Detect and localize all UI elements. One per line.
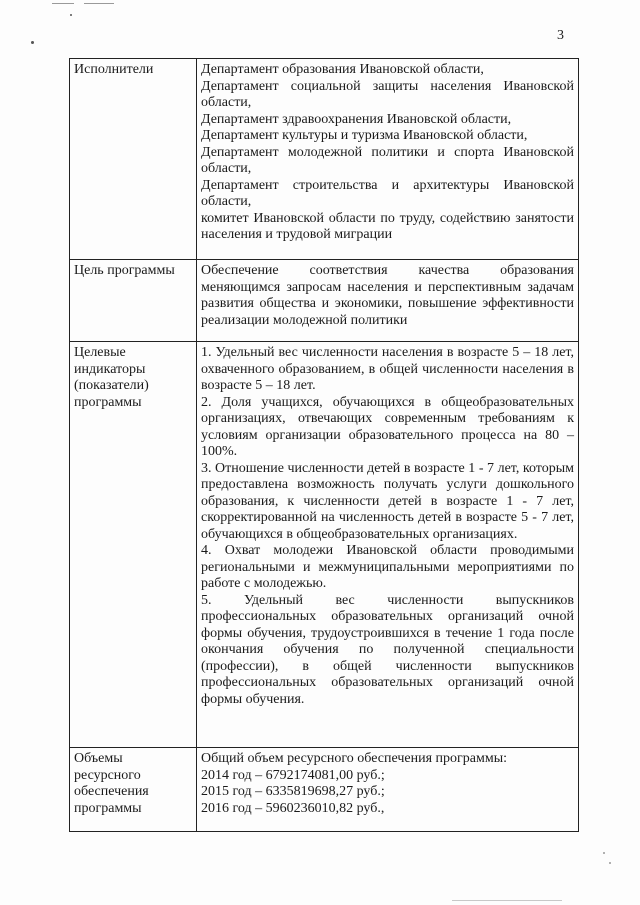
- indicator-item: 3. Отношение численности детей в возрасте 1 - 7 лет, которым предоставлена возможность получать услуги дошкольного образования, к численности детей в возрасте 1 - 7 лет, скорректированной на численность детей в возрасте 5 - 7 лет, обучающихся в общеобразовательных организациях.: [201, 460, 574, 542]
- table-row-executors: [70, 59, 579, 260]
- executor-item: Департамент социальной защиты населения Ивановской области,: [201, 78, 574, 110]
- scan-artifact-line: [52, 3, 74, 4]
- executors-list: [197, 59, 579, 260]
- resource-line: Общий объем ресурсного обеспечения программы:: [201, 751, 507, 766]
- table-row-resources: [70, 748, 579, 832]
- resource-line: 2014 год – 6792174081,00 руб.;: [201, 767, 385, 783]
- indicator-item: 5. Удельный вес численности выпускников профессиональных образовательных организаций очной формы обучения, трудоустроившихся в течение 1 года после окончания обучения по полученной специальности (профессии), в общей численности выпускников профессиональных образовательных организаций очной формы обучения.: [201, 592, 574, 707]
- page-number: 3: [557, 28, 564, 43]
- scan-artifact-line: [452, 900, 562, 901]
- row-label-indicators: Целевые индикаторы (показатели) программы: [70, 342, 197, 748]
- scan-artifact-dot: [603, 852, 605, 854]
- executor-item: Департамент здравоохранения Ивановской области,: [201, 111, 512, 127]
- table-row-goal: [70, 260, 579, 342]
- scan-artifact-line: [84, 3, 114, 4]
- resources-list: [197, 748, 579, 832]
- scan-artifact-dot: [31, 41, 34, 44]
- goal-text: Обеспечение соответствия качества образования меняющимся запросам населения и перспективным задачам развития общества и экономики, повышение эффективности реализации молодежной политики: [197, 260, 579, 342]
- program-passport-table: [69, 58, 579, 832]
- executor-item: комитет Ивановской области по труду, содействию занятости населения и трудовой миграции: [201, 210, 574, 242]
- row-label-goal: Цель программы: [70, 260, 197, 342]
- executor-item: Департамент строительства и архитектуры Ивановской области,: [201, 177, 574, 209]
- executor-item: Департамент образования Ивановской области,: [201, 62, 484, 77]
- executor-item: Департамент культуры и туризма Ивановской области,: [201, 128, 528, 143]
- table-row-indicators: [70, 342, 579, 748]
- indicator-item: 4. Охват молодежи Ивановской области проводимыми региональными и межмуниципальными мероприятиями по работе с молодежью.: [201, 543, 574, 591]
- scan-artifact-dot: [609, 862, 611, 864]
- executor-item: Департамент молодежной политики и спорта Ивановской области,: [201, 144, 574, 176]
- row-label-executors: Исполнители: [70, 59, 197, 260]
- row-label-resources: Объемы ресурсного обеспечения программы: [70, 748, 197, 832]
- indicators-list: [197, 342, 579, 748]
- indicator-item: 1. Удельный вес численности населения в возрасте 5 – 18 лет, охваченного образованием, в общей численности населения в возрасте 5 – 18 лет.: [201, 345, 574, 393]
- scan-artifact-dot: [70, 14, 72, 16]
- indicator-item: 2. Доля учащихся, обучающихся в общеобразовательных организациях, отвечающих современным требованиям к условиям организации образовательного процесса на 80 – 100%.: [201, 394, 574, 459]
- resource-line: 2015 год – 6335819698,27 руб.;: [201, 784, 385, 799]
- resource-line: 2016 год – 5960236010,82 руб.,: [201, 800, 385, 816]
